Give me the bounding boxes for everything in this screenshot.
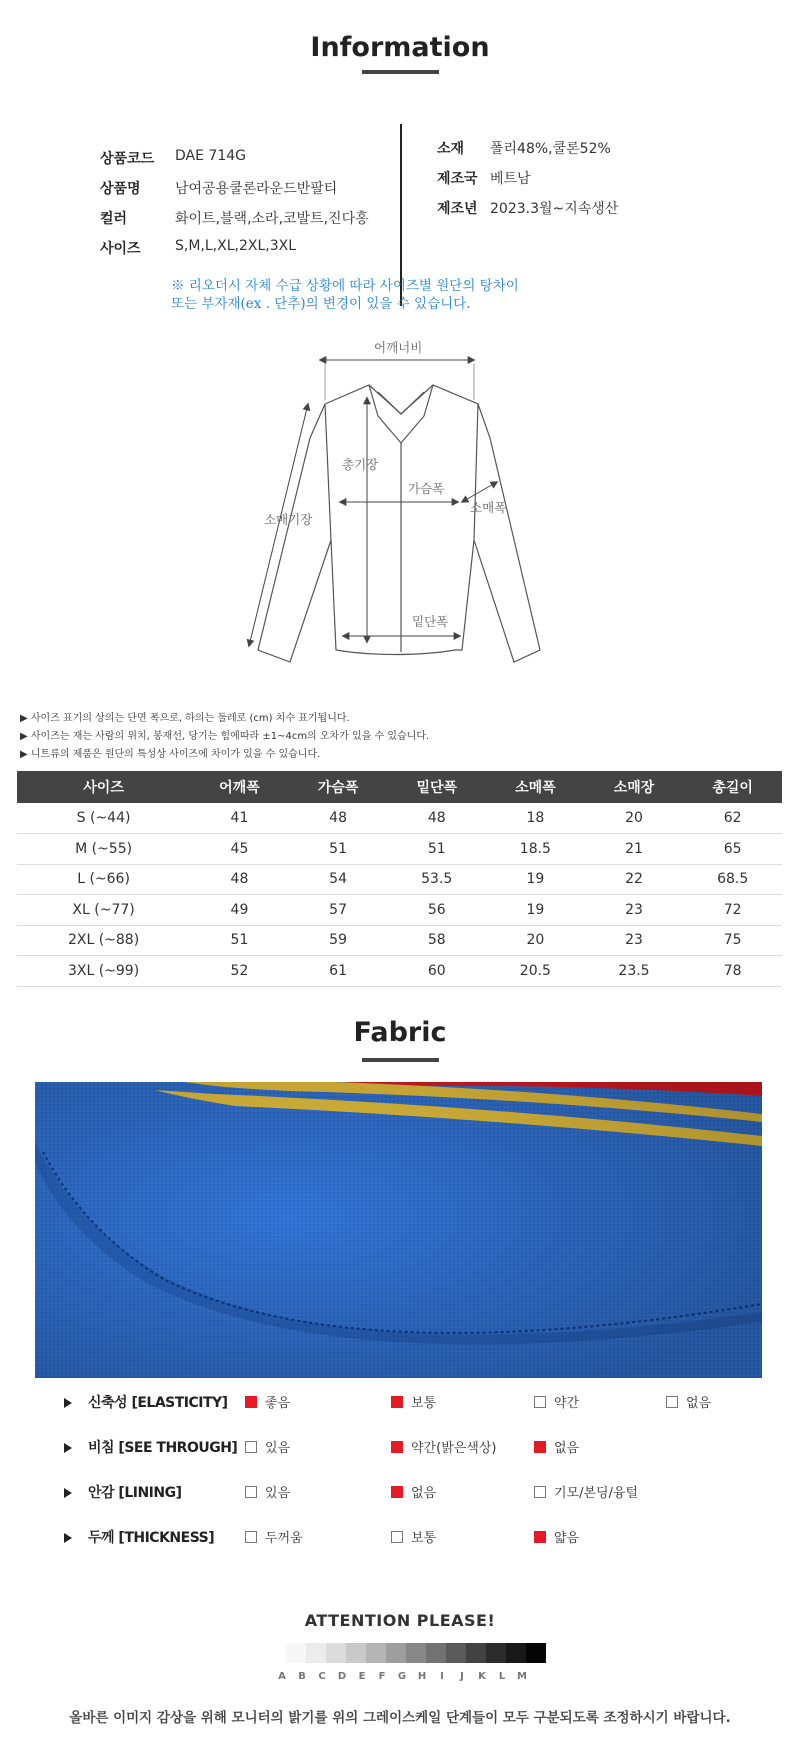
table-cell: 59: [289, 925, 388, 956]
table-cell: 48: [289, 803, 388, 834]
fabric-row-label: 두께 [THICKNESS]: [88, 1530, 215, 1546]
fabric-row-thickness: [0, 1525, 800, 1555]
fabric-row-label: 안감 [LINING]: [88, 1485, 182, 1501]
info-value: 베트남: [490, 171, 531, 187]
table-cell: 23.5: [585, 956, 684, 987]
measure-lines: [249, 360, 497, 646]
table-row: [17, 956, 782, 987]
info-key: 컬러: [100, 211, 128, 227]
triangle-right-icon: [64, 1488, 72, 1498]
info-value: 2023.3월~지속생산: [490, 201, 619, 217]
table-cell: 65: [683, 834, 782, 865]
fabric-row-label: 비침 [SEE THROUGH]: [88, 1440, 238, 1456]
info-value: S,M,L,XL,2XL,3XL: [175, 238, 297, 254]
table-cell: 58: [387, 925, 486, 956]
gray-letter: F: [378, 1671, 386, 1682]
notice-line: 또는 부자재(ex . 단추)의 변경이 있을 수 있습니다.: [171, 296, 471, 312]
fabric-option: [391, 1527, 436, 1546]
column-header: 소메폭: [486, 771, 585, 803]
option-label: 있음: [265, 1441, 291, 1456]
gray-swatch: [386, 1643, 406, 1663]
info-key: 제조년: [437, 201, 478, 217]
gray-letter: H: [417, 1671, 427, 1682]
table-cell: 49: [190, 895, 289, 926]
fabric-row-lining: [0, 1480, 800, 1510]
checkbox-unchecked-icon: [534, 1396, 546, 1408]
checkbox-checked-icon: [391, 1396, 403, 1408]
table-cell: 20: [486, 925, 585, 956]
table-cell: 48: [190, 864, 289, 895]
table-cell: S (~44): [17, 803, 190, 834]
table-cell: L (~66): [17, 864, 190, 895]
fabric-option: [391, 1437, 497, 1456]
size-notes: [20, 710, 429, 764]
fabric-row-see-through: [0, 1435, 800, 1465]
measurement-diagram: [0, 330, 800, 670]
checkbox-unchecked-icon: [245, 1486, 257, 1498]
triangle-right-icon: [64, 1443, 72, 1453]
checkbox-unchecked-icon: [245, 1441, 257, 1453]
option-label: 보통: [411, 1396, 437, 1411]
gray-swatch: [526, 1643, 546, 1663]
fabric-title: Fabric: [353, 1017, 447, 1048]
column-header: 밑단폭: [387, 771, 486, 803]
table-cell: 62: [683, 803, 782, 834]
grayscale-bar: [286, 1643, 546, 1663]
gray-letter: D: [337, 1671, 347, 1682]
fabric-option: [534, 1527, 579, 1546]
label-chest: 가슴폭: [408, 481, 445, 496]
label-hem: 밑단폭: [412, 614, 449, 629]
gray-swatch: [426, 1643, 446, 1663]
table-cell: 54: [289, 864, 388, 895]
gray-letter: I: [440, 1671, 444, 1682]
option-label: 약간: [554, 1396, 580, 1411]
table-cell: 18.5: [486, 834, 585, 865]
option-label: 없음: [411, 1486, 437, 1501]
table-cell: 23: [585, 895, 684, 926]
table-cell: 52: [190, 956, 289, 987]
fabric-option: [245, 1392, 290, 1411]
fabric-option: [245, 1437, 290, 1456]
title-underline: [362, 70, 439, 74]
table-cell: 56: [387, 895, 486, 926]
checkbox-checked-icon: [534, 1531, 546, 1543]
table-cell: 53.5: [387, 864, 486, 895]
info-value: 화이트,블랙,소라,코발트,진다홍: [175, 211, 369, 227]
gray-swatch: [286, 1643, 306, 1663]
info-key: 사이즈: [100, 241, 141, 257]
gray-swatch: [506, 1643, 526, 1663]
gray-swatch: [466, 1643, 486, 1663]
triangle-right-icon: [64, 1533, 72, 1543]
note-item: ▶ 사이즈는 재는 사람의 위치, 봉재선, 당기는 힘에따라 ±1~4cm의 오차가 있을 수 있습니다.: [20, 731, 430, 742]
table-cell: 48: [387, 803, 486, 834]
checkbox-unchecked-icon: [534, 1486, 546, 1498]
checkbox-checked-icon: [534, 1441, 546, 1453]
table-cell: 57: [289, 895, 388, 926]
table-cell: 23: [585, 925, 684, 956]
option-label: 두꺼움: [265, 1531, 303, 1546]
table-row: [17, 834, 782, 865]
table-cell: 72: [683, 895, 782, 926]
table-cell: 51: [190, 925, 289, 956]
table-cell: 3XL (~99): [17, 956, 190, 987]
table-cell: 18: [486, 803, 585, 834]
gray-letter: L: [498, 1671, 506, 1682]
fabric-row-label: 신축성 [ELASTICITY]: [88, 1395, 228, 1411]
checkbox-checked-icon: [391, 1441, 403, 1453]
note-item: ▶ 사이즈 표기의 상의는 단면 폭으로, 하의는 둘레로 (cm) 치수 표기됩니다.: [20, 713, 350, 724]
fabric-closeup-photo: [35, 1082, 762, 1378]
table-header-row: [17, 771, 782, 803]
table-cell: 51: [289, 834, 388, 865]
option-label: 좋음: [265, 1396, 291, 1411]
gray-swatch: [406, 1643, 426, 1663]
checkbox-unchecked-icon: [245, 1531, 257, 1543]
column-header: 가슴폭: [289, 771, 388, 803]
fabric-option: [666, 1392, 711, 1411]
table-cell: 78: [683, 956, 782, 987]
gray-letter: M: [517, 1671, 527, 1682]
table-cell: 45: [190, 834, 289, 865]
column-header: 어깨폭: [190, 771, 289, 803]
gray-swatch: [446, 1643, 466, 1663]
gray-letter: K: [478, 1671, 486, 1682]
table-cell: 20: [585, 803, 684, 834]
table-cell: 19: [486, 864, 585, 895]
table-cell: 20.5: [486, 956, 585, 987]
triangle-right-icon: [64, 1398, 72, 1408]
monitor-calibration-note: 올바른 이미지 감상을 위해 모니터의 밝기를 위의 그레이스케일 단계들이 모두 구분되도록 조정하시기 바랍니다.: [69, 1710, 731, 1726]
table-cell: 22: [585, 864, 684, 895]
info-key: 소재: [437, 141, 465, 157]
label-shoulder: 어깨너비: [374, 340, 423, 355]
table-cell: 75: [683, 925, 782, 956]
column-header: 총길이: [683, 771, 782, 803]
info-key: 상품코드: [100, 151, 155, 167]
table-cell: 68.5: [683, 864, 782, 895]
gray-letter: C: [318, 1671, 326, 1682]
option-label: 없음: [554, 1441, 580, 1456]
option-label: 기모/본딩/융털: [554, 1486, 639, 1501]
option-label: 보통: [411, 1531, 437, 1546]
sleeve-width-line: [462, 482, 497, 502]
checkbox-unchecked-icon: [391, 1531, 403, 1543]
table-cell: 2XL (~88): [17, 925, 190, 956]
info-key: 제조국: [437, 171, 478, 187]
checkbox-checked-icon: [245, 1396, 257, 1408]
fabric-option: [391, 1392, 436, 1411]
note-item: ▶ 니트류의 제품은 원단의 특성상 사이즈에 차이가 있을 수 있습니다.: [20, 749, 321, 760]
table-cell: 51: [387, 834, 486, 865]
table-cell: 60: [387, 956, 486, 987]
gray-letter: E: [358, 1671, 366, 1682]
fabric-row-elasticity: [0, 1390, 800, 1420]
fabric-option: [245, 1482, 290, 1501]
table-cell: M (~55): [17, 834, 190, 865]
table-row: [17, 925, 782, 956]
table-row: [17, 803, 782, 834]
fabric-option: [534, 1482, 638, 1501]
info-value: 남여공용쿨론라운드반팔티: [175, 181, 338, 197]
table-cell: 21: [585, 834, 684, 865]
gray-swatch: [486, 1643, 506, 1663]
gray-letter: B: [298, 1671, 306, 1682]
info-key: 상품명: [100, 181, 141, 197]
gray-letter: G: [397, 1671, 407, 1682]
checkbox-checked-icon: [391, 1486, 403, 1498]
option-label: 약간(밝은색상): [411, 1441, 497, 1456]
gray-letter: J: [460, 1671, 464, 1682]
table-cell: 61: [289, 956, 388, 987]
gray-swatch: [326, 1643, 346, 1663]
gray-letter: A: [278, 1671, 286, 1682]
gray-swatch: [366, 1643, 386, 1663]
table-cell: XL (~77): [17, 895, 190, 926]
table-cell: 41: [190, 803, 289, 834]
size-table: [17, 771, 782, 987]
column-header: 사이즈: [17, 771, 190, 803]
fabric-option: [245, 1527, 303, 1546]
info-value: DAE 714G: [175, 148, 246, 164]
fabric-option: [534, 1437, 579, 1456]
reorder-notice: [171, 277, 519, 313]
notice-line: ※ 리오더시 자체 수급 상황에 따라 사이즈별 원단의 탕차이: [171, 278, 519, 294]
option-label: 없음: [686, 1396, 712, 1411]
label-sleeve-length: 소매기장: [264, 512, 313, 527]
info-value: 폴리48%,쿨론52%: [490, 141, 611, 157]
fabric-option: [534, 1392, 579, 1411]
option-label: 얇음: [554, 1531, 580, 1546]
gray-swatch: [346, 1643, 366, 1663]
attention-title: ATTENTION PLEASE!: [304, 1611, 496, 1630]
column-header: 소매장: [585, 771, 684, 803]
title-underline: [362, 1058, 439, 1062]
fabric-option: [391, 1482, 436, 1501]
table-row: [17, 895, 782, 926]
table-row: [17, 864, 782, 895]
table-cell: 19: [486, 895, 585, 926]
information-title: Information: [310, 32, 490, 63]
checkbox-unchecked-icon: [666, 1396, 678, 1408]
label-sleeve-width: 소매폭: [470, 500, 507, 515]
option-label: 있음: [265, 1486, 291, 1501]
gray-swatch: [306, 1643, 326, 1663]
label-total-length: 총기장: [342, 457, 379, 472]
